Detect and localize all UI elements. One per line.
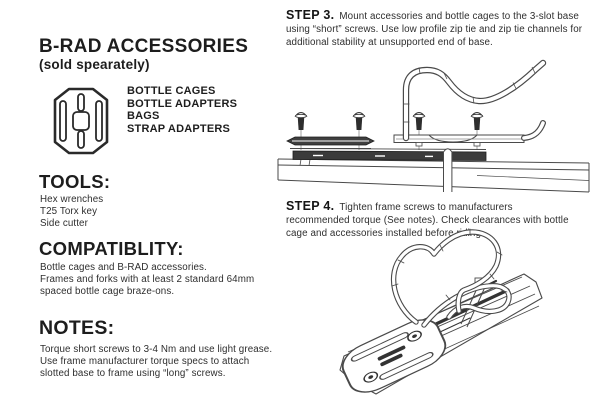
compatibility-text (40, 262, 254, 299)
text-line: STRAP ADAPTERS (127, 122, 231, 135)
strap-adapter-plate (287, 137, 374, 149)
page-title: B-RAD ACCESSORIES (39, 36, 249, 57)
mount-plate-icon (52, 87, 110, 155)
bottle-cage-side-view (394, 63, 543, 146)
accessories-list (127, 85, 237, 135)
step4-line3: cage and accessories installed before riding. (286, 228, 484, 239)
step3-label: STEP 3. (286, 8, 335, 22)
tools-heading: TOOLS: (39, 171, 111, 192)
tools-list (40, 194, 103, 231)
step3-illustration (277, 56, 593, 196)
text-line: BAGS (127, 110, 160, 123)
text-line: slotted base to frame using “long” screws. (40, 368, 226, 380)
step4-line1: Tighten frame screws to manufacturers (339, 202, 513, 213)
step4-line2: recommended torque (See notes). Check clearances with bottle (286, 215, 569, 226)
notes-text (40, 344, 272, 381)
text-line: Side cutter (40, 218, 88, 230)
page-subtitle: (sold spearately) (39, 57, 150, 72)
text-line: Hex wrenches (40, 194, 104, 205)
text-line: Bottle cages and B-RAD accessories. (40, 262, 207, 273)
step4-illustration (318, 224, 598, 406)
step3-paragraph (286, 9, 592, 49)
step4-label: STEP 4. (286, 199, 335, 213)
short-screw-icons (296, 113, 483, 131)
step3-line2: using “short” screws. Use low profile zip tie and zip tie channels for (286, 24, 583, 35)
text-line: spaced bottle cage braze-ons. (40, 286, 175, 298)
slotted-base-rail (293, 149, 486, 161)
text-line: Frames and forks with at least 2 standard 64mm (40, 274, 255, 286)
text-line: T25 Torx key (40, 206, 98, 218)
text-line: Torque short screws to 3-4 Nm and use light grease. (40, 344, 273, 355)
frame-tube (278, 159, 589, 192)
text-line: BOTTLE CAGES (127, 85, 216, 97)
notes-heading: NOTES: (39, 317, 115, 339)
seat-tube (444, 149, 452, 192)
text-line: BOTTLE ADAPTERS (127, 97, 238, 110)
compatibility-heading: COMPATIBLITY: (39, 238, 184, 259)
step3-line1: Mount accessories and bottle cages to the 3-slot base (339, 11, 579, 22)
step3-line3: additional stability at unsupported end of base. (286, 37, 493, 48)
text-line: Use frame manufacturer torque specs to attach (40, 356, 250, 368)
mount-plate-isometric (337, 313, 451, 400)
